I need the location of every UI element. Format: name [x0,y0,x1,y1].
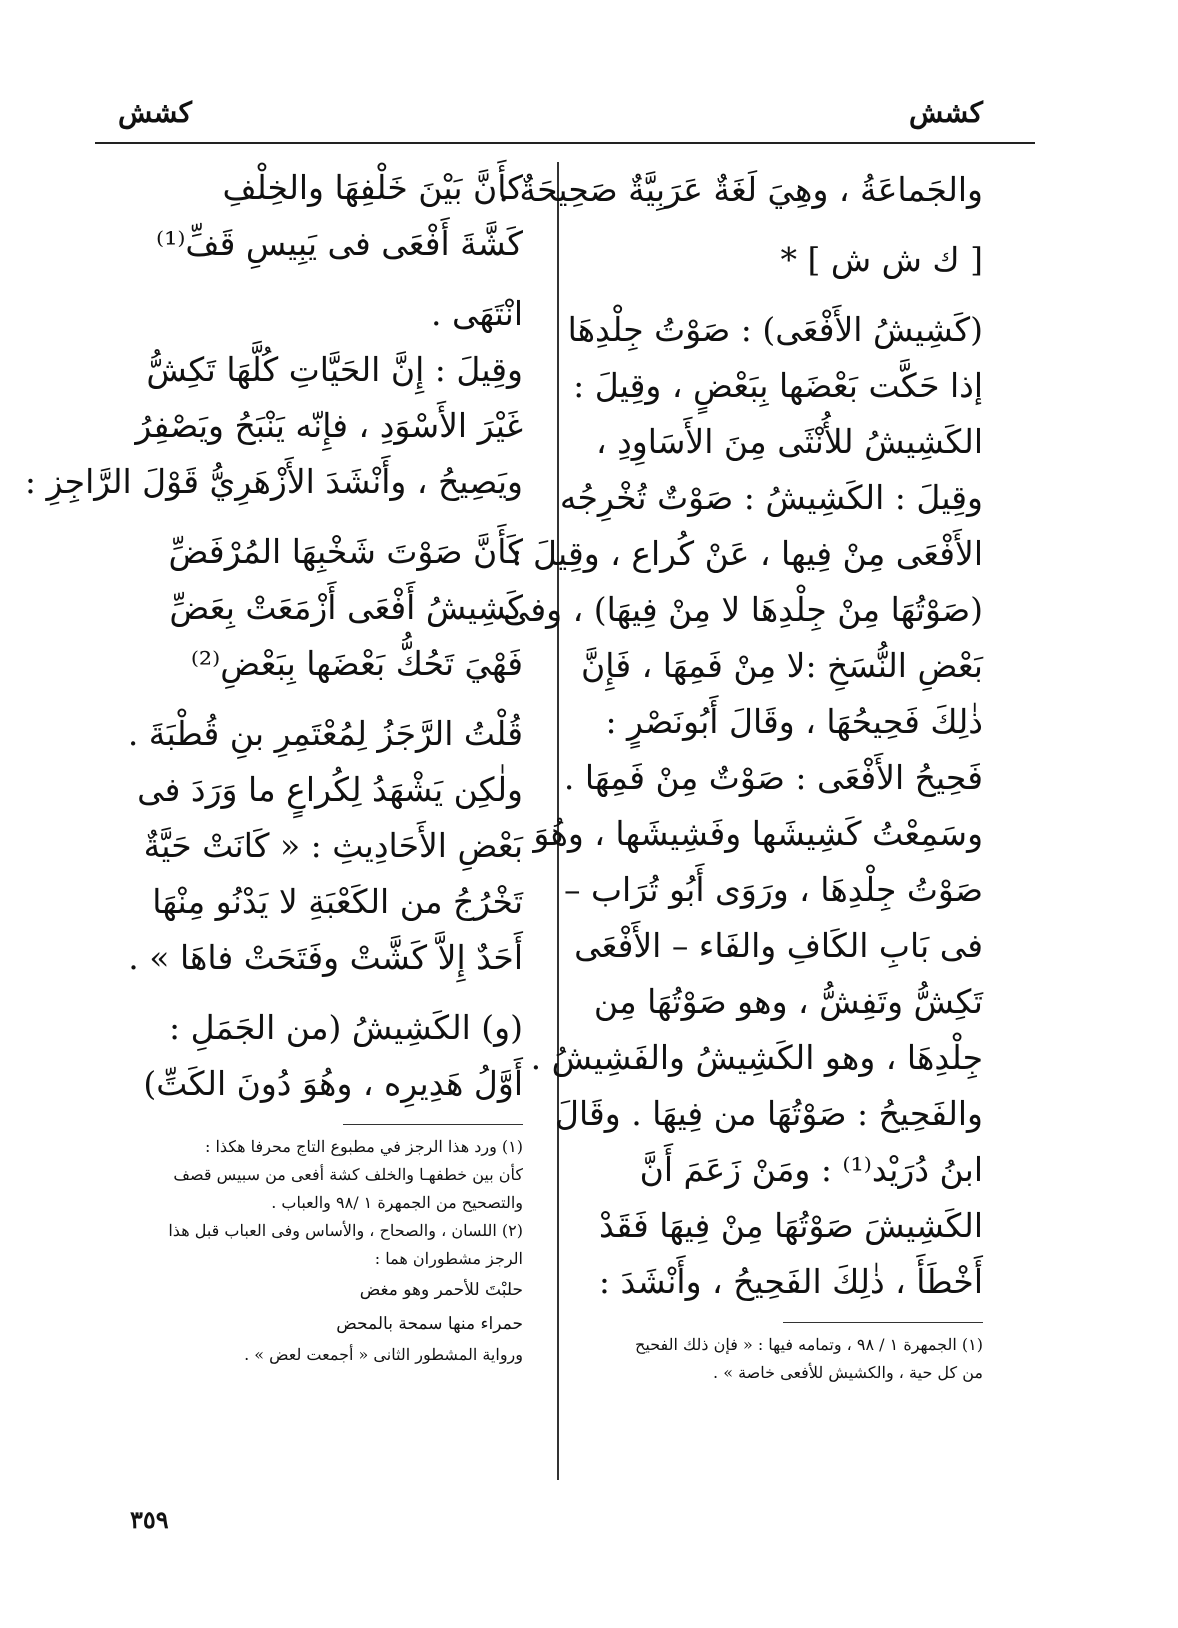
footnote-line: (١) الجمهرة ١ / ٩٨ ، وتمامه فيها : « فإن ذلك الفحيح [635,1335,983,1354]
text-line: الكَشِيشَ صَوْتُهَا مِنْ فِيهَا فَقَدْ [599,1206,983,1245]
text-line: انْتَهَى . [430,294,523,333]
text-line: تَخْرُجُ من الكَعْبَةِ لا يَدْنُو مِنْهَا [152,882,523,921]
text-line: وسَمِعْتُ كَشِيشَها وفَشِيشَها ، وهُوَ [533,814,983,853]
footnote-line: ورواية المشطور الثانى « أجمعت لعض » . [244,1345,523,1364]
text-line: أَخْطَأَ ، ذٰلِكَ الفَحِيحُ ، وأَنْشَدَ : [598,1262,983,1301]
text-line: والفَحِيحُ : صَوْتُهَا من فِيهَا . وقَالَ [554,1094,983,1133]
footnote-line: من كل حية ، والكشيش للأفعى خاصة » . [713,1363,983,1382]
verse-line: كَأَنَّ صَوْتَ شَخْبِهَا المُرْفَضِّ [168,532,523,571]
text-line: (كَشِيشُ الأَفْعَى) : صَوْتُ جِلْدِهَا [567,310,983,349]
verse-line: فَهْيَ تَحُكُّ بَعْضَها بِبَعْضِ⁽²⁾ [190,644,523,683]
text-line: ذٰلِكَ فَحِيحُهَا ، وقَالَ أَبُونَصْرٍ : [605,702,983,741]
text-line: بَعْضِ النُّسَخِ :لا مِنْ فَمِهَا ، فَإِنَّ [581,646,983,685]
verse-line: كَشَّةَ أَفْعَى فى يَبِيسِ قَفِّ⁽¹⁾ [155,224,523,263]
text-line: إذا حَكَّت بَعْضَها بِبَعْضٍ ، وقِيلَ : [573,366,983,405]
footnote-rule [783,1322,983,1323]
footnote-line: (٢) اللسان ، والصحاح ، والأساس وفى العباب قبل هذا [168,1221,523,1240]
text-line: (و) الكَشِيشُ (من الجَمَلِ : [169,1008,523,1047]
text-line: فَحِيحُ الأَفْعَى : صَوْتٌ مِنْ فَمِهَا . [563,758,983,797]
text-line: صَوْتُ جِلْدِهَا ، ورَوَى أَبُو تُرَاب – [564,870,983,909]
header-word-left: كشش [118,96,193,129]
text-line: ويَصِيحُ ، وأَنْشَدَ الأَزْهَرِيُّ قَوْلَ الرَّاجِزِ : [24,462,523,501]
footnote-line: والتصحيح من الجمهرة ١ /٩٨ والعباب . [271,1193,523,1212]
footnote-verse: حلبْتَ للأحمر وهو مغض [359,1280,523,1300]
text-line: (صَوْتُهَا مِنْ جِلْدِهَا لا مِنْ فِيهَا) ، وفى [502,590,983,629]
text-line: غَيْرَ الأَسْوَدِ ، فإِنّه يَنْبَحُ ويَصْفِرُ [135,406,523,445]
text-line: ولٰكِن يَشْهَدُ لِكُراعٍ ما وَرَدَ فى [137,770,523,809]
text-line: أَوَّلُ هَدِيرِه ، وهُوَ دُونَ الكَتِّ) [143,1064,523,1103]
verse-line: كأَنَّ بَيْنَ خَلْفِهَا والخِلْفِ [222,168,523,207]
header-rule [95,142,1035,144]
page-number: ٣٥٩ [130,1505,169,1534]
footnote-line: الرجز مشطوران هما : [374,1249,523,1268]
entry-heading: [ ك ش ش ] * [780,240,983,279]
footnote-line: كأن بين خطفهـا والخلف كشة أفعى من سبيس قصف [173,1165,523,1184]
verse-line: كَشِيشُ أَفْعَى أَزْمَعَتْ بِعَضِّ [169,588,523,627]
text-line: ابنُ دُرَيْد⁽¹⁾ : ومَنْ زَعَمَ أَنَّ [639,1150,983,1189]
text-line: قُلْتُ الرَّجَزُ لِمُعْتَمِرِ بنِ قُطْبَةَ . [127,714,523,753]
header-word-right: كشش [908,96,983,129]
text-line: بَعْضِ الأَحَادِيثِ : « كَانَتْ حَيَّةٌ [143,826,523,865]
text-line: والجَماعَةُ ، وهِيَ لَغَةٌ عَرَبِيَّةٌ صَحِيحَةٌ . [498,170,983,209]
text-line: وقِيلَ : الكَشِيشُ : صَوْتٌ تُخْرِجُه [559,478,983,517]
right-column [498,162,983,1387]
text-line: الأَفْعَى مِنْ فِيها ، عَنْ كُراع ، وقِيلَ : [511,534,983,573]
footnote-line: (١) ورد هذا الرجز في مطبوع التاج محرفا هكذا : [204,1137,523,1156]
text-line: جِلْدِهَا ، وهو الكَشِيشُ والفَشِيشُ . [530,1038,983,1077]
text-line: فى بَابِ الكَافِ والفَاء – الأَفْعَى [574,926,983,965]
text-line: وقِيلَ : إِنَّ الحَيَّاتِ كُلَّهَا تَكِشُّ [146,350,523,389]
text-line: تَكِشُّ وتَفِشُّ ، وهو صَوْتُهَا مِن [593,982,983,1021]
text-line: الكَشِيشُ للأُنْثَى مِنَ الأَسَاوِدِ ، [595,422,983,461]
text-line: أَحَدٌ إِلاَّ كَشَّتْ وفَتَحَتْ فاهَا » . [128,938,523,977]
left-column [24,160,523,1369]
footnote-verse: حمراء منها سمحة بالمحض [336,1314,523,1334]
footnote-rule [343,1124,523,1125]
